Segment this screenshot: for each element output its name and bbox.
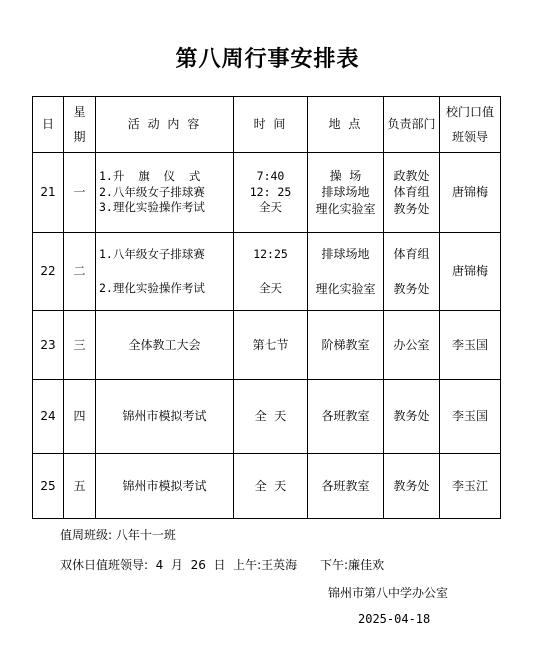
cell-duty: 李玉国 bbox=[440, 311, 501, 380]
dept-line: 体育组 bbox=[393, 185, 430, 200]
cell-time: 第七节 bbox=[234, 311, 308, 380]
table-row bbox=[33, 311, 501, 380]
cell-place: 各班教室 bbox=[308, 454, 384, 519]
time-line: 全天 bbox=[259, 200, 282, 215]
table-row bbox=[33, 454, 501, 519]
cell-weekday: 一 bbox=[64, 153, 96, 233]
activity-line: 3.理化实验操作考试 bbox=[99, 200, 205, 215]
table-row bbox=[33, 233, 501, 311]
place-line: 操 场 bbox=[329, 169, 362, 184]
cell-activity bbox=[96, 233, 234, 311]
header-weekday bbox=[64, 97, 96, 153]
cell-weekday: 三 bbox=[64, 311, 96, 380]
cell-place bbox=[308, 153, 384, 233]
header-day: 日 bbox=[33, 97, 64, 153]
place-line: 理化实验室 bbox=[315, 281, 376, 296]
cell-dept: 教务处 bbox=[384, 454, 440, 519]
cell-activity: 锦州市模拟考试 bbox=[96, 454, 234, 519]
activity-line: 2.理化实验操作考试 bbox=[99, 280, 205, 295]
cell-place bbox=[308, 233, 384, 311]
time-line: 全天 bbox=[259, 280, 282, 295]
cell-duty: 李玉江 bbox=[440, 454, 501, 519]
table-row bbox=[33, 153, 501, 233]
cell-duty: 唐锦梅 bbox=[440, 153, 501, 233]
header-duty bbox=[440, 97, 501, 153]
activity-line: 1.八年级女子排球赛 bbox=[99, 246, 205, 261]
place-line: 排球场地 bbox=[321, 185, 370, 200]
page-title: 第八周行事安排表 bbox=[175, 47, 360, 72]
cell-dept bbox=[384, 153, 440, 233]
cell-activity bbox=[96, 153, 234, 233]
header-dept: 负责部门 bbox=[384, 97, 440, 153]
time-line: 12: 25 bbox=[249, 184, 292, 199]
cell-day: 25 bbox=[33, 454, 64, 519]
header-weekday-line: 期 bbox=[73, 129, 86, 144]
cell-time: 全 天 bbox=[234, 454, 308, 519]
header-time: 时 间 bbox=[234, 97, 308, 153]
place-line: 排球场地 bbox=[321, 247, 370, 262]
cell-dept: 教务处 bbox=[384, 380, 440, 454]
cell-duty: 李玉国 bbox=[440, 380, 501, 454]
dept-line: 教务处 bbox=[393, 201, 430, 216]
cell-time: 全 天 bbox=[234, 380, 308, 454]
time-line: 12:25 bbox=[253, 246, 288, 261]
cell-place: 各班教室 bbox=[308, 380, 384, 454]
cell-day: 21 bbox=[33, 153, 64, 233]
cell-dept bbox=[384, 233, 440, 311]
header-duty-line: 班领导 bbox=[451, 129, 488, 144]
weekend-duty-note: 双休日值班领导: 4 月 26 日 上午:王英海 下午:廉佳欢 bbox=[60, 558, 385, 572]
duty-class-note: 值周班级: 八年十一班 bbox=[60, 528, 176, 542]
header-activity: 活 动 内 容 bbox=[96, 97, 234, 153]
cell-day: 22 bbox=[33, 233, 64, 311]
header-duty-line: 校门口值 bbox=[445, 105, 494, 120]
cell-time bbox=[234, 153, 308, 233]
schedule-table bbox=[32, 96, 501, 519]
cell-place: 阶梯教室 bbox=[308, 311, 384, 380]
table-row bbox=[33, 380, 501, 454]
dept-line: 教务处 bbox=[393, 281, 430, 296]
activity-line: 2.八年级女子排球赛 bbox=[99, 184, 205, 199]
cell-duty: 唐锦梅 bbox=[440, 233, 501, 311]
header-place: 地 点 bbox=[308, 97, 384, 153]
dept-line: 政教处 bbox=[393, 169, 430, 184]
cell-weekday: 二 bbox=[64, 233, 96, 311]
office-signature: 锦州市第八中学办公室 bbox=[328, 586, 449, 600]
dept-line: 体育组 bbox=[393, 247, 430, 262]
cell-dept: 办公室 bbox=[384, 311, 440, 380]
cell-time bbox=[234, 233, 308, 311]
table-header-row bbox=[33, 97, 501, 153]
activity-line: 1.升 旗 仪 式 bbox=[99, 169, 201, 184]
header-weekday-line: 星 bbox=[73, 105, 86, 120]
cell-weekday: 五 bbox=[64, 454, 96, 519]
time-line: 7:40 bbox=[256, 169, 285, 184]
cell-activity: 锦州市模拟考试 bbox=[96, 380, 234, 454]
cell-day: 24 bbox=[33, 380, 64, 454]
cell-day: 23 bbox=[33, 311, 64, 380]
cell-activity: 全体教工大会 bbox=[96, 311, 234, 380]
issue-date: 2025-04-18 bbox=[358, 612, 431, 626]
cell-weekday: 四 bbox=[64, 380, 96, 454]
place-line: 理化实验室 bbox=[315, 201, 376, 216]
